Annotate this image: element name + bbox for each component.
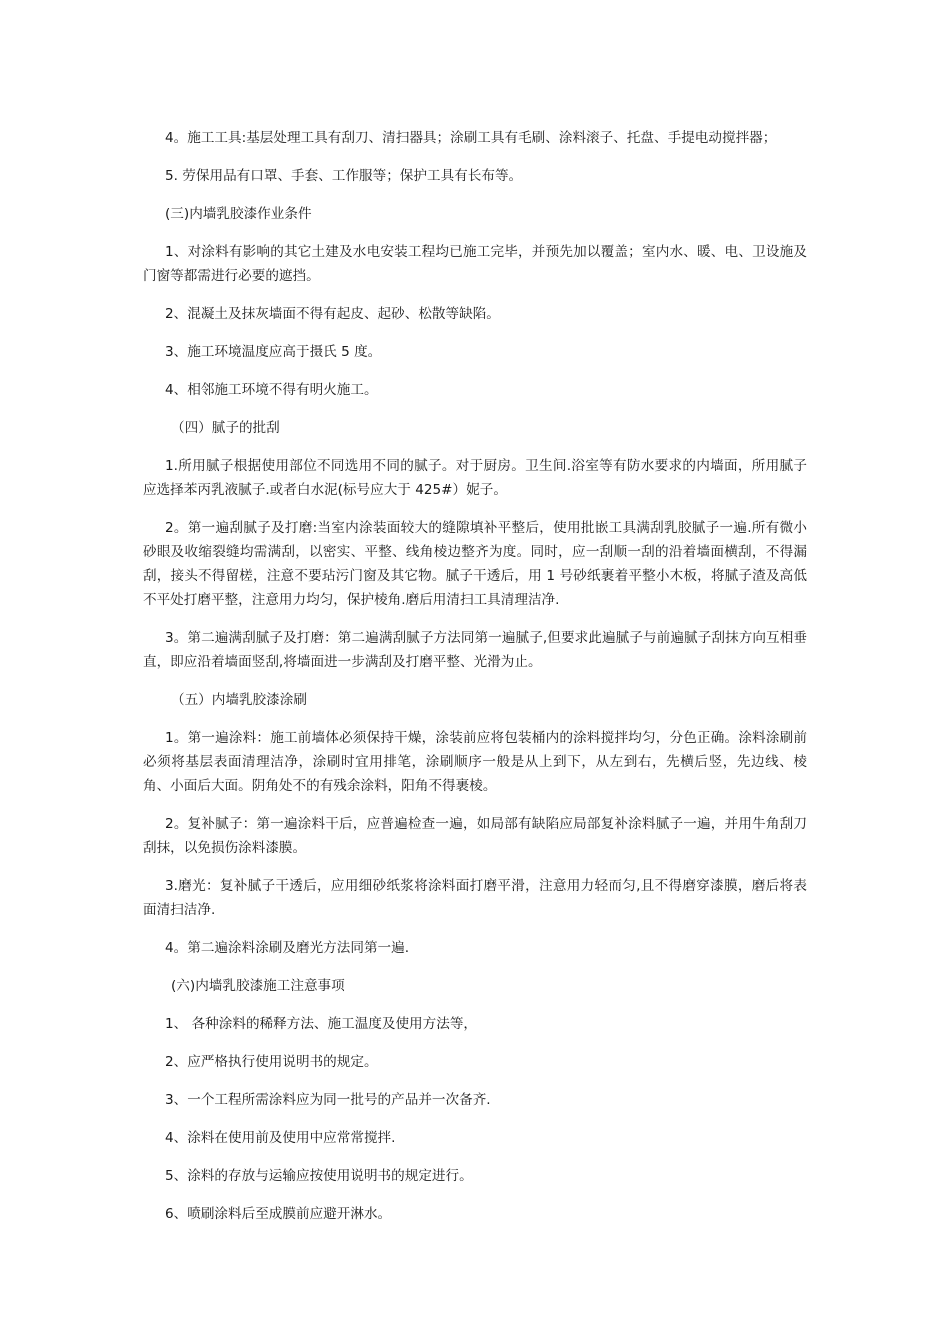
section-heading-putty: （四）腻子的批刮 [171, 420, 280, 436]
paragraph-putty-2: 2。第一遍刮腻子及打磨:当室内涂装面较大的缝隙填补平整后，使用批嵌工具满刮乳胶腻子一遍.所有微小砂眼及收缩裂缝均需满刮，以密实、平整、线角棱边整齐为度。同时，应一刮顺一刮的沿着墙面横刮，不得漏刮，接头不得留槎，注意不要玷污门窗及其它物。腻子干透后，用 1 号砂纸裹着平整小木板，将腻子渣及高低不平处打磨平整，注意用力均匀，保护棱角.磨后用清扫工具清理洁净. [143, 520, 807, 608]
paragraph-painting-1: 1。第一遍涂料：施工前墙体必须保持干燥，涂装前应将包装桶内的涂料搅拌均匀，分色正确。涂料涂刷前必须将基层表面清理洁净，涂刷时宜用排笔，涂刷顺序一般是从上到下，从左到右，先横后竖，先边线、棱角、小面后大面。阴角处不的有残余涂料，阳角不得裹棱。 [143, 730, 807, 794]
paragraph-precaution-1: 1、 各种涂料的稀释方法、施工温度及使用方法等， [165, 1016, 478, 1032]
paragraph-putty-3: 3。第二遍满刮腻子及打磨：第二遍满刮腻子方法同第一遍腻子,但要求此遍腻子与前遍腻子刮抹方向互相垂直，即应沿着墙面竖刮,将墙面进一步满刮及打磨平整、光滑为止。 [143, 630, 807, 670]
paragraph-painting-2: 2。复补腻子：第一遍涂料干后，应普遍检查一遍，如局部有缺陷应局部复补涂料腻子一遍，并用牛角刮刀刮抹，以免损伤涂料漆膜。 [143, 816, 807, 856]
paragraph-painting-4: 4。第二遍涂料涂刷及磨光方法同第一遍. [165, 940, 410, 956]
document-body [143, 126, 807, 1240]
paragraph-precaution-4: 4、涂料在使用前及使用中应常常搅拌. [165, 1130, 396, 1146]
paragraph-condition-4: 4、相邻施工环境不得有明火施工。 [165, 382, 378, 398]
paragraph-precaution-5: 5、涂料的存放与运输应按使用说明书的规定进行。 [165, 1168, 473, 1184]
section-heading-precautions: (六)内墙乳胶漆施工注意事项 [171, 978, 345, 994]
paragraph-painting-3: 3.磨光：复补腻子干透后，应用细砂纸浆将涂料面打磨平滑，注意用力轻而匀,且不得磨穿漆膜，磨后将表面清扫洁净. [143, 878, 807, 918]
paragraph-precaution-3: 3、一个工程所需涂料应为同一批号的产品并一次备齐. [165, 1092, 491, 1108]
paragraph-protective-gear: 5. 劳保用品有口罩、手套、工作服等；保护工具有长布等。 [165, 168, 523, 184]
paragraph-tools: 4。施工工具:基层处理工具有刮刀、清扫器具；涂刷工具有毛刷、涂料滚子、托盘、手提电动搅拌器； [165, 130, 777, 146]
paragraph-condition-3: 3、施工环境温度应高于摄氏 5 度。 [165, 344, 382, 360]
paragraph-precaution-2: 2、应严格执行使用说明书的规定。 [165, 1054, 378, 1070]
section-heading-conditions: (三)内墙乳胶漆作业条件 [165, 206, 312, 222]
section-heading-painting: （五）内墙乳胶漆涂刷 [171, 692, 307, 708]
paragraph-condition-2: 2、混凝土及抹灰墙面不得有起皮、起砂、松散等缺陷。 [165, 306, 500, 322]
paragraph-putty-1: 1.所用腻子根据使用部位不同选用不同的腻子。对于厨房。卫生间.浴室等有防水要求的内墙面，所用腻子应选择苯丙乳液腻子.或者白水泥(标号应大于 425#）妮子。 [143, 458, 807, 498]
paragraph-precaution-6: 6、喷刷涂料后至成膜前应避开淋水。 [165, 1206, 392, 1222]
paragraph-condition-1: 1、对涂料有影响的其它土建及水电安装工程均已施工完毕，并预先加以覆盖；室内水、暖、电、卫设施及门窗等都需进行必要的遮挡。 [143, 244, 807, 284]
